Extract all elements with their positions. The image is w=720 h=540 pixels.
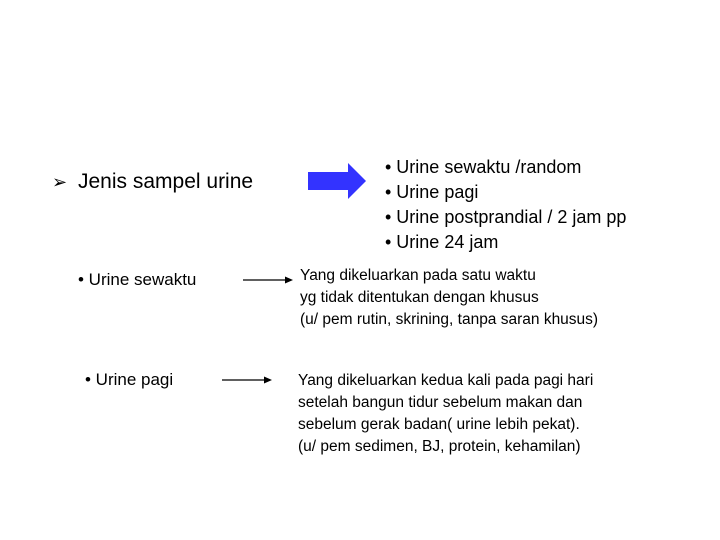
big-arrow-icon <box>308 163 366 199</box>
description-line: (u/ pem rutin, skrining, tanpa saran khusus) <box>300 311 599 328</box>
item-label-sewaktu: • Urine sewaktu <box>78 270 197 289</box>
description-line: Yang dikeluarkan kedua kali pada pagi hari <box>298 372 594 389</box>
sample-types-list <box>385 155 626 255</box>
description-line: yg tidak ditentukan dengan khusus <box>300 289 539 306</box>
type-item: • Urine sewaktu /random <box>385 157 582 177</box>
arrow-bullet-icon: ➢ <box>52 171 68 192</box>
section-heading <box>52 170 253 194</box>
right-arrow-icon <box>222 375 272 385</box>
item-description-pagi <box>298 370 593 458</box>
right-arrow-icon <box>243 275 293 285</box>
item-label-pagi: • Urine pagi <box>85 370 174 389</box>
type-item: • Urine pagi <box>385 182 479 202</box>
description-line: sebelum gerak badan( urine lebih pekat). <box>298 416 580 433</box>
description-line: (u/ pem sedimen, BJ, protein, kehamilan) <box>298 438 581 455</box>
type-item: • Urine 24 jam <box>385 232 499 252</box>
heading-text: Jenis sampel urine <box>78 170 254 193</box>
description-line: setelah bangun tidur sebelum makan dan <box>298 394 583 411</box>
item-description-sewaktu <box>300 265 598 331</box>
description-line: Yang dikeluarkan pada satu waktu <box>300 267 536 284</box>
type-item: • Urine postprandial / 2 jam pp <box>385 207 627 227</box>
